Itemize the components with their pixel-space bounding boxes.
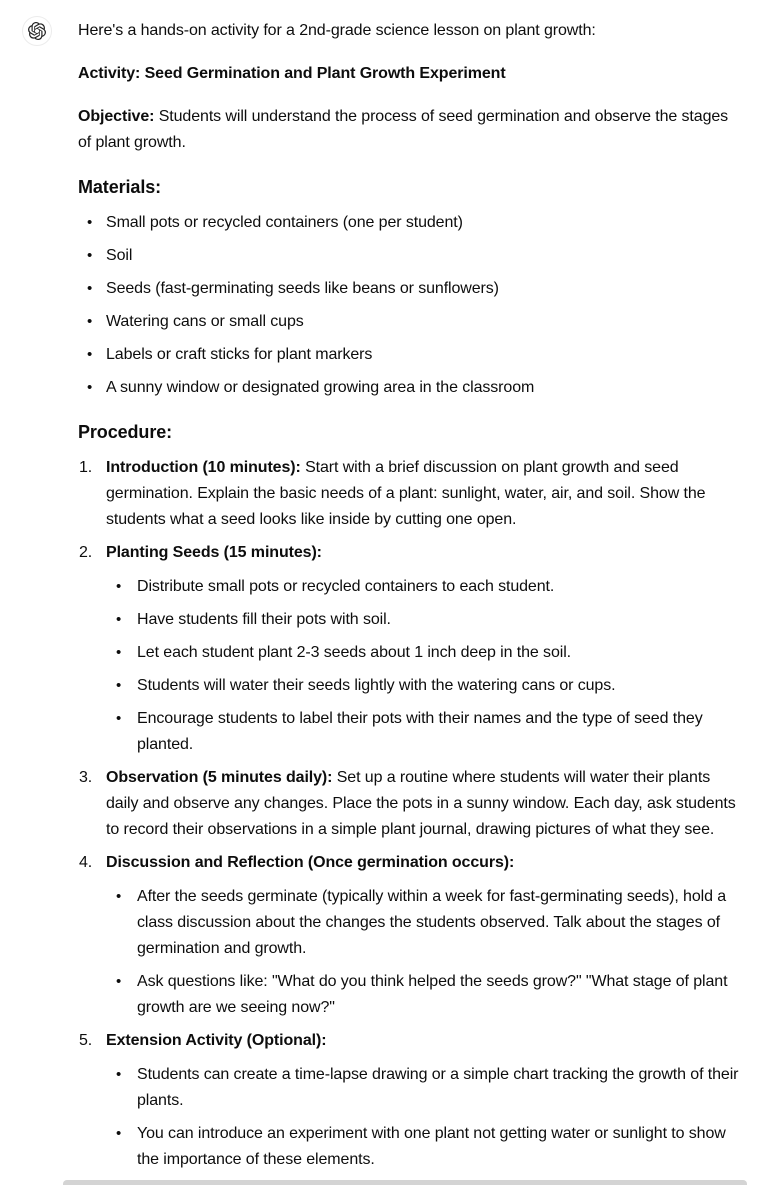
intro-paragraph: Here's a hands-on activity for a 2nd-grade science lesson on plant growth: [78, 22, 596, 39]
list-item-text: Soil [106, 247, 133, 264]
step-label: Introduction (10 minutes): [106, 459, 301, 476]
list-item-text: Watering cans or small cups [106, 313, 304, 330]
step-number: 3. [79, 769, 93, 786]
activity-title: Activity: Seed Germination and Plant Growth Experiment [78, 65, 506, 82]
list-item-text: Small pots or recycled containers (one per student) [106, 214, 463, 231]
list-item-text: Have students fill their pots with soil. [137, 611, 391, 628]
sub-list [106, 1062, 742, 1173]
step-item [78, 850, 742, 1021]
list-item-text: You can introduce an experiment with one plant not getting water or sunlight to show the importance of these elements. [137, 1125, 726, 1168]
bullet-icon: • [87, 280, 93, 297]
openai-logo-icon [28, 22, 46, 40]
list-item-text: Distribute small pots or recycled containers to each student. [137, 578, 555, 595]
bullet-icon: • [87, 313, 93, 330]
list-item [106, 969, 742, 1021]
procedure-list [78, 455, 742, 1173]
list-item [106, 884, 742, 962]
sub-list [106, 574, 742, 758]
step-label: Discussion and Reflection (Once germination occurs): [106, 854, 515, 871]
list-item [106, 673, 742, 699]
list-item [106, 1121, 742, 1173]
bullet-icon: • [116, 578, 122, 595]
assistant-avatar [22, 16, 52, 46]
list-item [106, 574, 742, 600]
list-item-text: Students will water their seeds lightly with the watering cans or cups. [137, 677, 616, 694]
bullet-icon: • [87, 346, 93, 363]
step-item [78, 765, 742, 843]
bullet-icon: • [116, 1125, 122, 1142]
bullet-icon: • [87, 247, 93, 264]
list-item-text: Encourage students to label their pots with their names and the type of seed they planted. [137, 710, 703, 753]
bullet-icon: • [87, 214, 93, 231]
bullet-icon: • [116, 611, 122, 628]
bullet-icon: • [116, 644, 122, 661]
step-number: 1. [79, 459, 93, 476]
procedure-heading: Procedure: [78, 422, 173, 442]
step-text: Start with a brief discussion on plant growth and seed germination. Explain the basic needs of a plant: sunlight, water, air, and soil. Show the students what a seed looks like inside by cutting one open. [106, 459, 706, 528]
bullet-icon: • [116, 677, 122, 694]
bullet-icon: • [116, 1066, 122, 1083]
step-label: Planting Seeds (15 minutes): [106, 544, 322, 561]
bullet-icon: • [87, 379, 93, 396]
list-item-text: After the seeds germinate (typically within a week for fast-germinating seeds), hold a class discussion about the changes the students observed. Talk about the stages of germination and growth. [137, 888, 727, 957]
list-item-text: Ask questions like: "What do you think helped the seeds grow?" "What stage of plant growth are we seeing now?" [137, 973, 728, 1016]
list-item [78, 243, 742, 269]
message-content [78, 16, 742, 1190]
list-item-text: A sunny window or designated growing area in the classroom [106, 379, 535, 396]
list-item [78, 276, 742, 302]
step-label: Extension Activity (Optional): [106, 1032, 327, 1049]
composer-input-top-edge[interactable] [63, 1180, 747, 1185]
objective-text: Students will understand the process of seed germination and observe the stages of plant growth. [78, 108, 729, 151]
bullet-icon: • [116, 888, 122, 905]
step-number: 5. [79, 1032, 93, 1049]
list-item [78, 375, 742, 401]
materials-heading: Materials: [78, 177, 162, 197]
sub-list [106, 884, 742, 1021]
list-item [78, 210, 742, 236]
list-item-text: Seeds (fast-germinating seeds like beans or sunflowers) [106, 280, 499, 297]
list-item-text: Let each student plant 2-3 seeds about 1 inch deep in the soil. [137, 644, 572, 661]
bullet-icon: • [116, 710, 122, 727]
bullet-icon: • [116, 973, 122, 990]
step-text: Set up a routine where students will water their plants daily and observe any changes. Place the pots in a sunny window. Each day, ask students to record their observations in a simple plant journal, drawing pictures of what they see. [106, 769, 736, 838]
step-label: Observation (5 minutes daily): [106, 769, 333, 786]
objective-paragraph [78, 104, 742, 156]
step-number: 4. [79, 854, 93, 871]
list-item-text: Students can create a time-lapse drawing or a simple chart tracking the growth of their plants. [137, 1066, 739, 1109]
step-number: 2. [79, 544, 93, 561]
list-item [106, 706, 742, 758]
list-item [78, 342, 742, 368]
list-item [106, 607, 742, 633]
step-item [78, 540, 742, 758]
materials-list [78, 210, 742, 401]
step-item [78, 1028, 742, 1173]
list-item [106, 1062, 742, 1114]
list-item-text: Labels or craft sticks for plant markers [106, 346, 373, 363]
step-item [78, 455, 742, 533]
list-item [78, 309, 742, 335]
list-item [106, 640, 742, 666]
objective-label: Objective: [78, 108, 155, 125]
